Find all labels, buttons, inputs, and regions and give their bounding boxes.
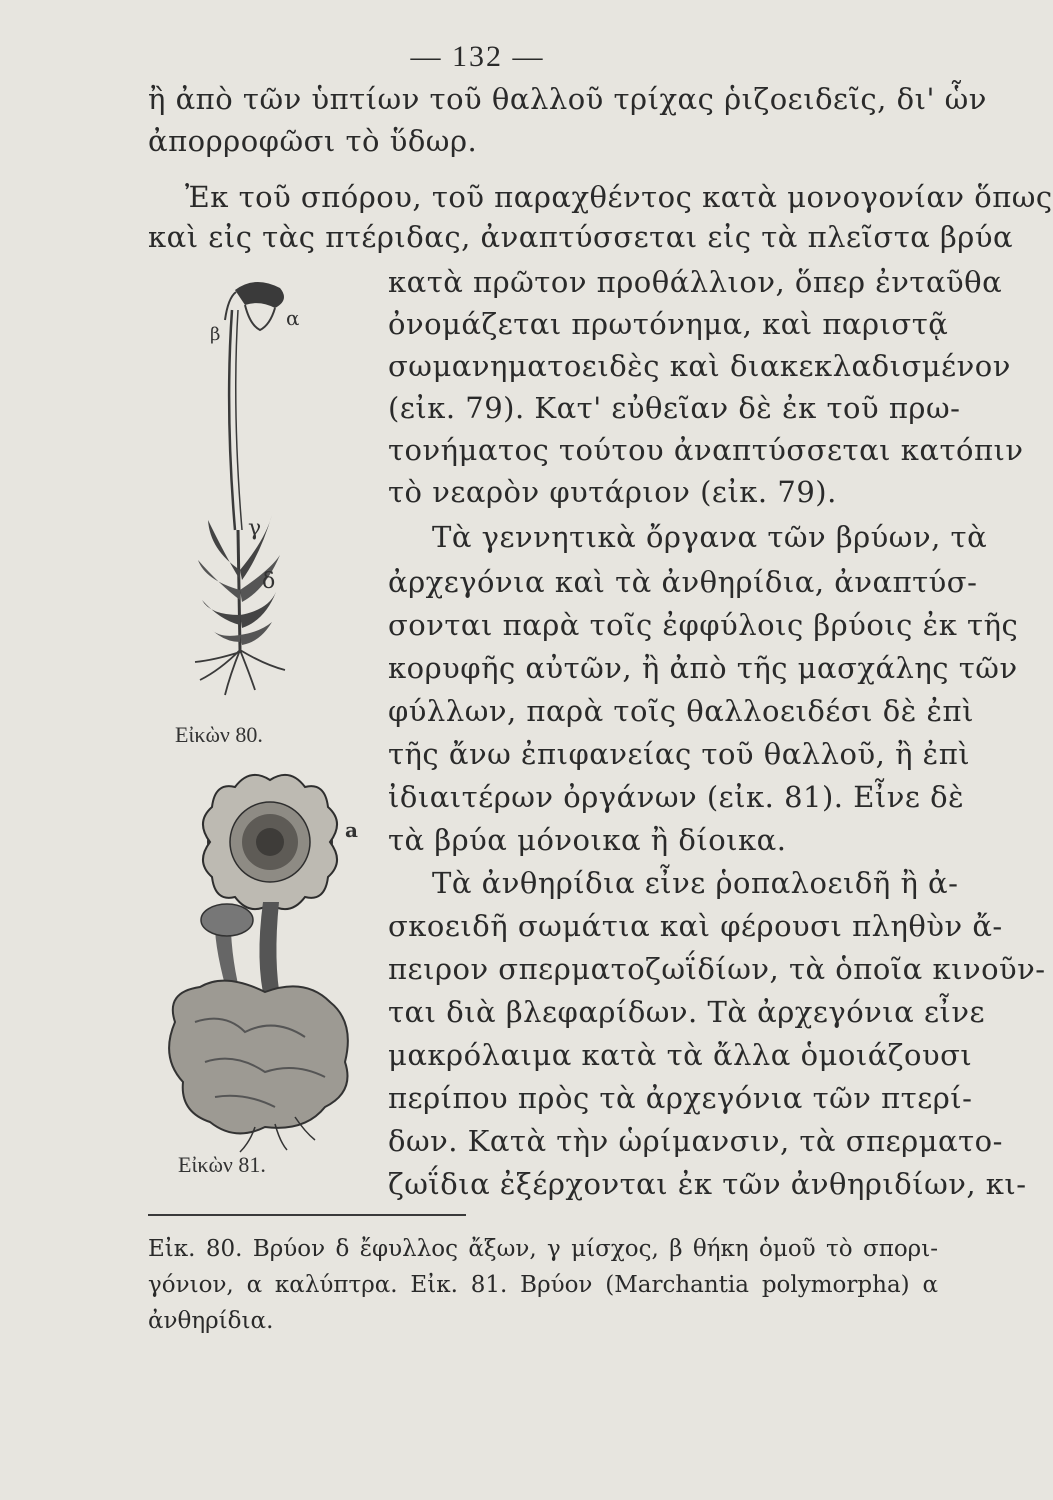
footnote-line: ἀνθηρίδια. bbox=[148, 1308, 274, 1334]
text-line: καὶ εἰς τὰς πτέριδας, ἀναπτύσσεται εἰς τὰ πλεῖστα βρύα bbox=[148, 220, 1014, 254]
footnote-line: γόνιον, α καλύπτρα. Εἰκ. 81. Βρύον (Marchantia polymorpha) α bbox=[148, 1272, 938, 1298]
text-line: ἀπορροφῶσι τὸ ὕδωρ. bbox=[148, 124, 478, 158]
figure-label-gamma: γ bbox=[248, 516, 262, 541]
text-line: τὰ βρύα μόνοικα ἢ δίοικα. bbox=[388, 823, 787, 857]
text-line: Ἐκ τοῦ σπόρου, τοῦ παραχθέντος κατὰ μονογονίαν ὅπως bbox=[185, 180, 1053, 214]
figure-81-caption: Εἰκὼν 81. bbox=[178, 1152, 266, 1177]
text-line: τονήματος τούτου ἀναπτύσσεται κατόπιν bbox=[388, 433, 1024, 467]
text-line: ζωΐδια ἐξέρχονται ἐκ τῶν ἀνθηριδίων, κι- bbox=[388, 1167, 1027, 1201]
text-line: σκοειδῆ σωμάτια καὶ φέρουσι πληθὺν ἄ- bbox=[388, 909, 1003, 943]
text-line: ἢ ἀπὸ τῶν ὑπτίων τοῦ θαλλοῦ τρίχας ῥιζοειδεῖς, δι' ὧν bbox=[148, 82, 987, 116]
text-line: ἰδιαιτέρων ὀργάνων (εἰκ. 81). Εἶνε δὲ bbox=[388, 780, 965, 814]
text-line: φύλλων, παρὰ τοῖς θαλλοειδέσι δὲ ἐπὶ bbox=[388, 694, 974, 728]
figure-label-beta: β bbox=[210, 324, 221, 345]
text-line: τὸ νεαρὸν φυτάριον (εἰκ. 79). bbox=[388, 475, 837, 509]
figure-label-alpha: α bbox=[286, 306, 300, 330]
text-line: Τὰ γεννητικὰ ὄργανα τῶν βρύων, τὰ bbox=[432, 520, 988, 554]
text-line: ἀρχεγόνια καὶ τὰ ἀνθηρίδια, ἀναπτύσ- bbox=[388, 565, 978, 599]
text-line: μακρόλαιμα κατὰ τὰ ἄλλα ὁμοιάζουσι bbox=[388, 1038, 973, 1072]
text-line: (εἰκ. 79). Κατ' εὐθεῖαν δὲ ἐκ τοῦ πρω- bbox=[388, 391, 961, 425]
text-line: κορυφῆς αὐτῶν, ἢ ἀπὸ τῆς μασχάλης τῶν bbox=[388, 651, 1018, 685]
footnote-line: Εἰκ. 80. Βρύον δ ἔφυλλος ἄξων, γ μίσχος, β θήκη ὁμοῦ τὸ σπορι- bbox=[148, 1236, 938, 1262]
figure-label-delta: δ bbox=[262, 569, 276, 594]
text-line: κατὰ πρῶτον προθάλλιον, ὅπερ ἐνταῦθα bbox=[388, 265, 1003, 299]
text-line: τῆς ἄνω ἐπιφανείας τοῦ θαλλοῦ, ἢ ἐπὶ bbox=[388, 737, 971, 771]
footnote-rule bbox=[148, 1214, 466, 1216]
text-line: περίπου πρὸς τὰ ἀρχεγόνια τῶν πτερί- bbox=[388, 1081, 973, 1115]
text-line: σονται παρὰ τοῖς ἐφφύλοις βρύοις ἐκ τῆς bbox=[388, 608, 1019, 642]
text-line: ται διὰ βλεφαρίδων. Τὰ ἀρχεγόνια εἶνε bbox=[388, 995, 986, 1029]
page-number: — 132 — bbox=[410, 40, 545, 73]
text-line: Τὰ ἀνθηρίδια εἶνε ῥοπαλοειδῆ ἢ ἀ- bbox=[432, 866, 959, 900]
figure-80-caption: Εἰκὼν 80. bbox=[175, 722, 263, 747]
figure-81-marchantia-illustration bbox=[155, 762, 380, 1152]
text-line: σωμανηματοειδὲς καὶ διακεκλαδισμένον bbox=[388, 349, 1011, 383]
text-line: δων. Κατὰ τὴν ὡρίμανσιν, τὰ σπερματο- bbox=[388, 1124, 1003, 1158]
figure-label-a: a bbox=[345, 818, 358, 842]
figure-80-moss-illustration bbox=[180, 270, 380, 720]
text-line: πειρον σπερματοζωΐδίων, τὰ ὁποῖα κινοῦν- bbox=[388, 952, 1046, 986]
text-line: ὀνομάζεται πρωτόνημα, καὶ παριστᾷ bbox=[388, 307, 949, 341]
